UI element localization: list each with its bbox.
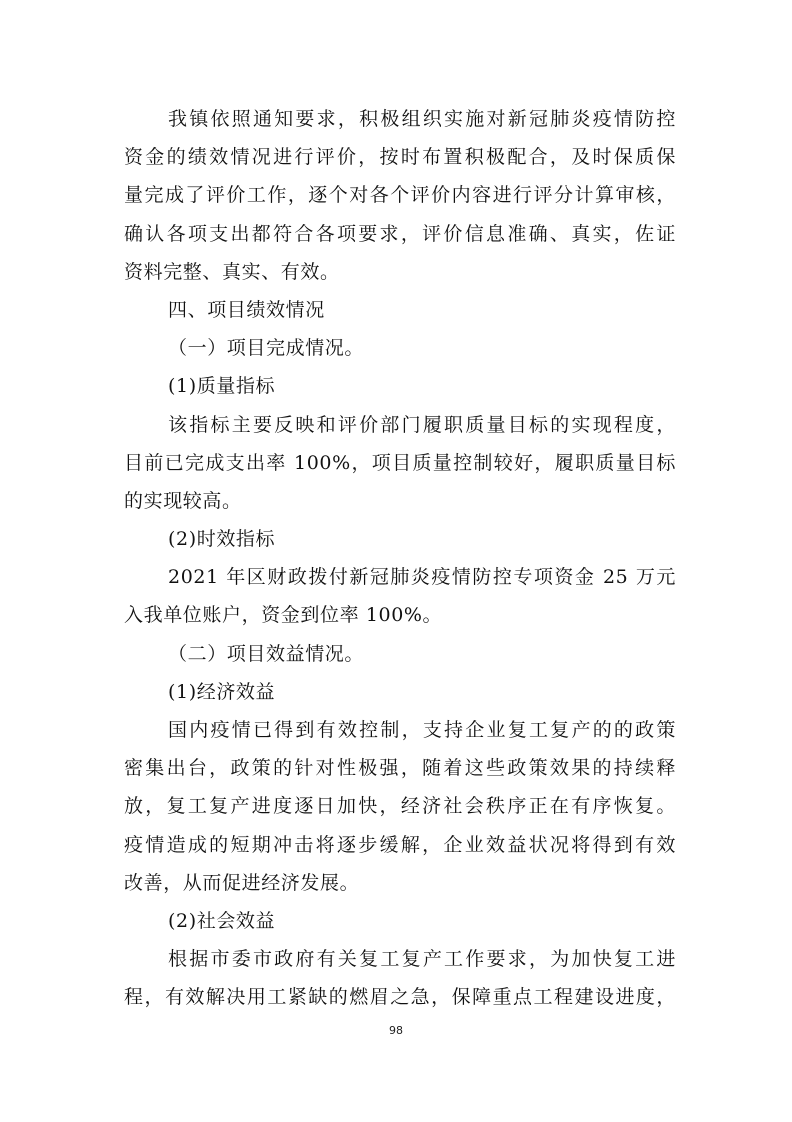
text-line: 目前已完成支出率 100%，项目质量控制较好，履职质量目标 [124,451,676,474]
text-line: 资料完整、真实、有效。 [124,260,340,283]
text-line: 密集出台，政策的针对性极强，随着这些政策效果的持续释 [124,757,676,780]
text-line: 量完成了评价工作，逐个对各个评价内容进行评分计算审核， [124,184,676,207]
text-line: 放，复工复产进度逐日加快，经济社会秩序正在有序恢复。 [124,795,676,818]
text-line: (1)经济效益 [168,680,276,703]
text-line: 国内疫情已得到有效控制，支持企业复工复产的的政策 [168,719,676,741]
text-line: 2021 年区财政拨付新冠肺炎疫情防控专项资金 25 万元 [168,566,676,589]
text-line: 资金的绩效情况进行评价，按时布置积极配合，及时保质保 [124,146,676,169]
text-line: 改善，从而促进经济发展。 [124,871,360,894]
text-line: 入我单位账户，资金到位率 100%。 [124,604,443,627]
text-line: (1)质量指标 [168,375,276,398]
text-line: (2)时效指标 [168,528,276,551]
text-line: （一）项目完成情况。 [168,337,365,360]
text-line: 的实现较高。 [124,489,242,512]
text-line: 我镇依照通知要求，积极组织实施对新冠肺炎疫情防控 [168,108,676,130]
text-line: 确认各项支出都符合各项要求，评价信息准确、真实，佐证 [124,222,676,245]
text-line: （二）项目效益情况。 [168,642,365,665]
document-body [124,100,676,1017]
text-line: 疫情造成的短期冲击将逐步缓解，企业效益状况将得到有效 [124,833,676,856]
text-line: 该指标主要反映和评价部门履职质量目标的实现程度， [168,413,676,436]
text-line: (2)社会效益 [168,909,276,932]
text-line: 四、项目绩效情况 [168,298,325,321]
text-line: 根据市委市政府有关复工复产工作要求，为加快复工进 [168,948,676,971]
page-number: 98 [389,1024,403,1037]
text-line: 程，有效解决用工紧缺的燃眉之急，保障重点工程建设进度， [124,986,676,1009]
